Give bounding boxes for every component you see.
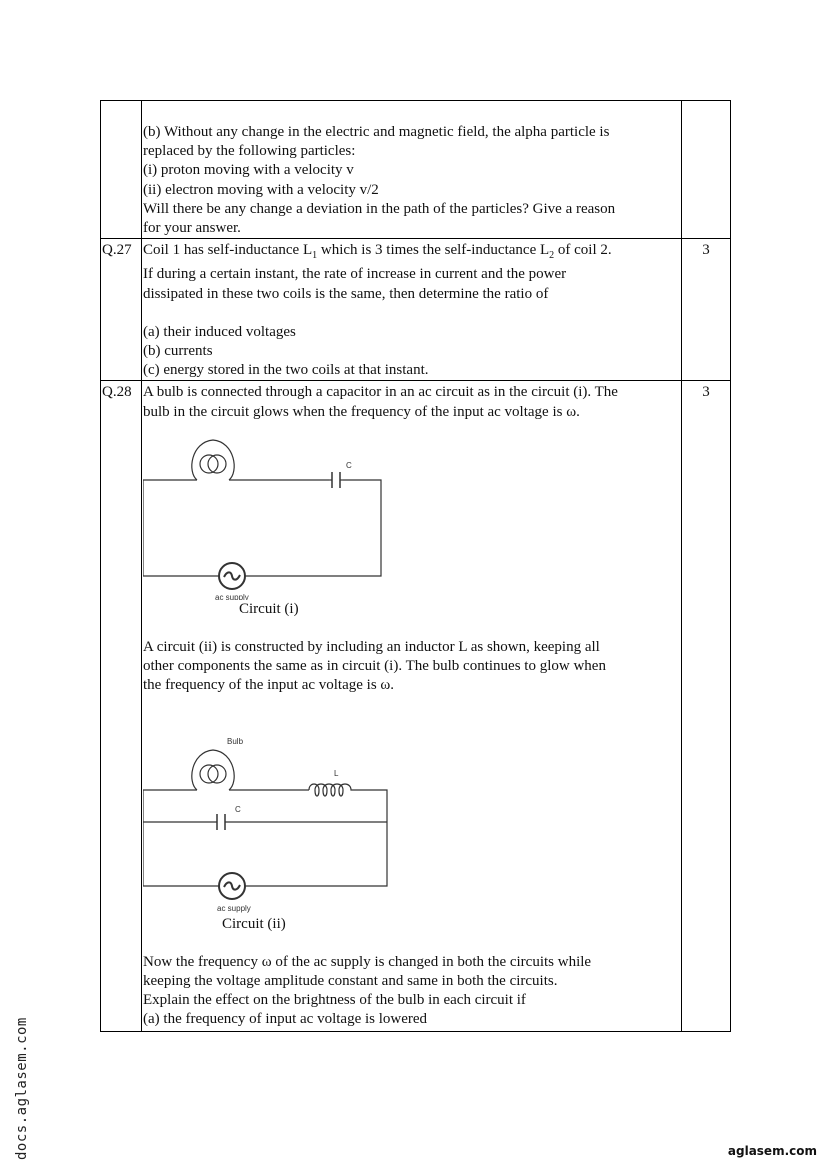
text-line: (ii) electron moving with a velocity v/2: [143, 181, 379, 198]
circuit-ii-svg: [143, 718, 403, 915]
text-line: the frequency of the input ac voltage is ω.: [143, 677, 395, 694]
text-line: keeping the voltage amplitude constant and same in both the circuits.: [143, 973, 558, 990]
option-b: (b) currents: [143, 343, 213, 360]
text-line: Now the frequency ω of the ac supply is changed in both the circuits while: [143, 953, 592, 970]
circuit-ii-diagram: [143, 718, 679, 915]
bulb-label: Bulb: [227, 736, 244, 746]
capacitor-label: C: [235, 804, 241, 814]
text-line: (i) proton moving with a velocity v: [143, 162, 354, 179]
question-number: Q.27: [101, 239, 142, 381]
text-line: A circuit (ii) is constructed by including an inductor L as shown, keeping all: [143, 639, 600, 656]
question-body: [142, 381, 682, 1032]
table-row: [101, 239, 731, 381]
marks-value: 3: [682, 381, 731, 1032]
footer-watermark: aglasem.com: [727, 1144, 817, 1158]
text-line: for your answer.: [143, 220, 241, 237]
marks-cell: [682, 101, 731, 239]
inductor-label: L: [334, 768, 339, 778]
circuit-i-svg: [143, 428, 403, 600]
question-number-cell: [101, 101, 142, 239]
marks-value: 3: [682, 239, 731, 381]
text-line: A bulb is connected through a capacitor in an ac circuit as in the circuit (i). The: [143, 384, 618, 401]
question-number: Q.28: [101, 381, 142, 1032]
text-line: Coil 1 has self-inductance $L_1$ which is 3 times the self-inductance $L_2$ of coil 2.: [143, 242, 612, 262]
side-watermark: docs.aglasem.com: [14, 1017, 30, 1160]
supply-label: ac supply: [217, 903, 251, 913]
text-line: Will there be any change a deviation in the path of the particles? Give a reason: [143, 200, 616, 217]
table-row: [101, 101, 731, 239]
figure-caption: Circuit (i): [239, 600, 299, 617]
question-body-cell: [142, 101, 682, 239]
text-line: bulb in the circuit glows when the frequency of the input ac voltage is ω.: [143, 403, 580, 420]
option-c: (c) energy stored in the two coils at that instant.: [143, 362, 429, 379]
question-body: [142, 239, 682, 381]
text-line: Explain the effect on the brightness of the bulb in each circuit if: [143, 992, 526, 1009]
figure-caption: Circuit (ii): [222, 915, 286, 932]
text-line: (b) Without any change in the electric and magnetic field, the alpha particle is: [143, 124, 610, 140]
circuit-i-diagram: [143, 428, 679, 600]
option-a: (a) their induced voltages: [143, 323, 296, 340]
question-table: [100, 100, 731, 1032]
text-line: replaced by the following particles:: [143, 143, 356, 160]
table-row: [101, 381, 731, 1032]
text-line: If during a certain instant, the rate of increase in current and the power: [143, 266, 567, 283]
capacitor-label: C: [346, 460, 352, 470]
text-line: dissipated in these two coils is the same, then determine the ratio of: [143, 285, 549, 302]
supply-label: ac supply: [215, 592, 249, 600]
text-line: other components the same as in circuit (i). The bulb continues to glow when: [143, 658, 606, 675]
option-a: (a) the frequency of input ac voltage is lowered: [143, 1011, 428, 1028]
